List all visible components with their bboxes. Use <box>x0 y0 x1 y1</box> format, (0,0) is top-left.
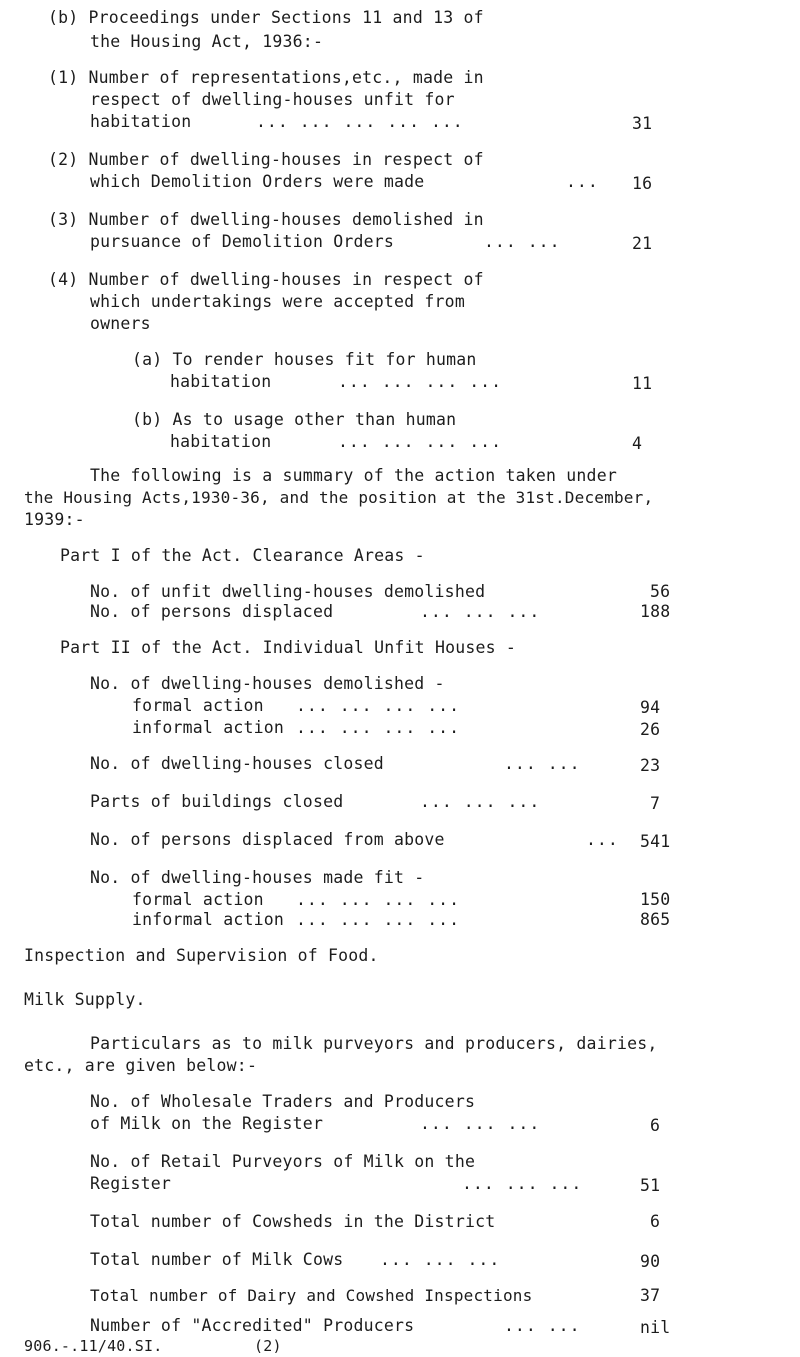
accredited-label: Number of "Accredited" Producers <box>90 1316 415 1335</box>
milk-heading: Milk Supply. <box>24 990 146 1009</box>
item1-label-line2: respect of dwelling-houses unfit for <box>90 90 455 109</box>
summary-line2: the Housing Acts,1930-36, and the position at the 31st.December, <box>24 488 654 507</box>
part2-demolished-informal-value: 26 <box>640 720 661 739</box>
part2-closed-dots: ... ... <box>504 754 581 773</box>
cows-value: 90 <box>640 1252 661 1271</box>
wholesale-label-line2: of Milk on the Register <box>90 1114 324 1133</box>
item2-label-line1: (2) Number of dwelling-houses in respect of <box>48 150 484 169</box>
item4a-value: 11 <box>632 374 653 393</box>
cowsheds-label: Total number of Cowsheds in the District <box>90 1212 496 1231</box>
retail-dots: ... ... ... <box>462 1174 583 1193</box>
part2-made-fit-formal-dots: ... ... ... ... <box>296 890 461 909</box>
part2-displaced-label: No. of persons displaced from above <box>90 830 445 849</box>
part1-row2-label: No. of persons displaced <box>90 602 334 621</box>
footer-page-number: (2) <box>254 1337 282 1355</box>
cowsheds-value: 6 <box>650 1212 661 1231</box>
part2-parts-label: Parts of buildings closed <box>90 792 344 811</box>
part2-demolished-formal-dots: ... ... ... ... <box>296 696 461 715</box>
retail-label-line1: No. of Retail Purveyors of Milk on the <box>90 1152 476 1171</box>
item3-label-line1: (3) Number of dwelling-houses demolished in <box>48 210 484 229</box>
part2-parts-value: 7 <box>650 794 661 813</box>
cows-label: Total number of Milk Cows <box>90 1250 344 1269</box>
part2-closed-label: No. of dwelling-houses closed <box>90 754 384 773</box>
item4b-label-line2: habitation <box>170 432 272 451</box>
item4b-label-line1: (b) As to usage other than human <box>132 410 457 429</box>
part2-demolished-formal-value: 94 <box>640 698 661 717</box>
item1-label-line3: habitation <box>90 112 192 131</box>
retail-label-line2: Register <box>90 1174 172 1193</box>
item4-label-line3: owners <box>90 314 151 333</box>
item4a-label-line2: habitation <box>170 372 272 391</box>
item2-label-line2: which Demolition Orders were made <box>90 172 425 191</box>
part2-made-fit-formal-label: formal action <box>132 890 264 909</box>
part2-demolished-label: No. of dwelling-houses demolished - <box>90 674 445 693</box>
item4-label-line2: which undertakings were accepted from <box>90 292 465 311</box>
food-heading: Inspection and Supervision of Food. <box>24 946 379 965</box>
part1-row1-label: No. of unfit dwelling-houses demolished <box>90 582 486 601</box>
section-b-heading-line1: (b) Proceedings under Sections 11 and 13 of <box>48 8 484 27</box>
item1-value: 31 <box>632 114 653 133</box>
footer-code: 906.-.11/40.SI. <box>24 1337 163 1355</box>
part2-made-fit-label: No. of dwelling-houses made fit - <box>90 868 425 887</box>
part2-displaced-value: 541 <box>640 832 671 851</box>
part1-row2-value: 188 <box>640 602 671 621</box>
part2-demolished-informal-dots: ... ... ... ... <box>296 718 461 737</box>
item4b-value: 4 <box>632 434 643 453</box>
cows-dots: ... ... ... <box>380 1250 501 1269</box>
item1-label-line1: (1) Number of representations,etc., made in <box>48 68 484 87</box>
item4a-dots: ... ... ... ... <box>338 372 503 391</box>
part2-made-fit-informal-value: 865 <box>640 910 671 929</box>
summary-line3: 1939:- <box>24 510 85 529</box>
item3-dots: ... ... <box>484 232 561 251</box>
retail-value: 51 <box>640 1176 661 1195</box>
part2-heading: Part II of the Act. Individual Unfit Houses - <box>60 638 517 657</box>
inspections-value: 37 <box>640 1286 661 1305</box>
part1-heading: Part I of the Act. Clearance Areas - <box>60 546 425 565</box>
item1-dots: ... ... ... ... ... <box>256 112 464 131</box>
inspections-label: Total number of Dairy and Cowshed Inspections <box>90 1286 533 1305</box>
item4b-dots: ... ... ... ... <box>338 432 503 451</box>
part2-made-fit-informal-label: informal action <box>132 910 285 929</box>
section-b-heading-line2: the Housing Act, 1936:- <box>90 32 324 51</box>
part2-demolished-formal-label: formal action <box>132 696 264 715</box>
part2-parts-dots: ... ... ... <box>420 792 541 811</box>
accredited-value: nil <box>640 1318 671 1337</box>
wholesale-dots: ... ... ... <box>420 1114 541 1133</box>
item4-label-line1: (4) Number of dwelling-houses in respect of <box>48 270 484 289</box>
item2-dots: ... <box>566 172 599 191</box>
part2-made-fit-informal-dots: ... ... ... ... <box>296 910 461 929</box>
milk-intro-line1: Particulars as to milk purveyors and producers, dairies, <box>90 1034 658 1053</box>
item3-value: 21 <box>632 234 653 253</box>
part2-made-fit-formal-value: 150 <box>640 890 671 909</box>
part1-row2-dots: ... ... ... <box>420 602 541 621</box>
item2-value: 16 <box>632 174 653 193</box>
milk-intro-line2: etc., are given below:- <box>24 1056 258 1075</box>
part2-demolished-informal-label: informal action <box>132 718 285 737</box>
summary-line1: The following is a summary of the action taken under <box>90 466 617 485</box>
item3-label-line2: pursuance of Demolition Orders <box>90 232 395 251</box>
part2-displaced-dots: ... <box>586 830 619 849</box>
part2-closed-value: 23 <box>640 756 661 775</box>
accredited-dots: ... ... <box>504 1316 581 1335</box>
wholesale-value: 6 <box>650 1116 661 1135</box>
wholesale-label-line1: No. of Wholesale Traders and Producers <box>90 1092 476 1111</box>
item4a-label-line1: (a) To render houses fit for human <box>132 350 477 369</box>
part1-row1-value: 56 <box>650 582 671 601</box>
